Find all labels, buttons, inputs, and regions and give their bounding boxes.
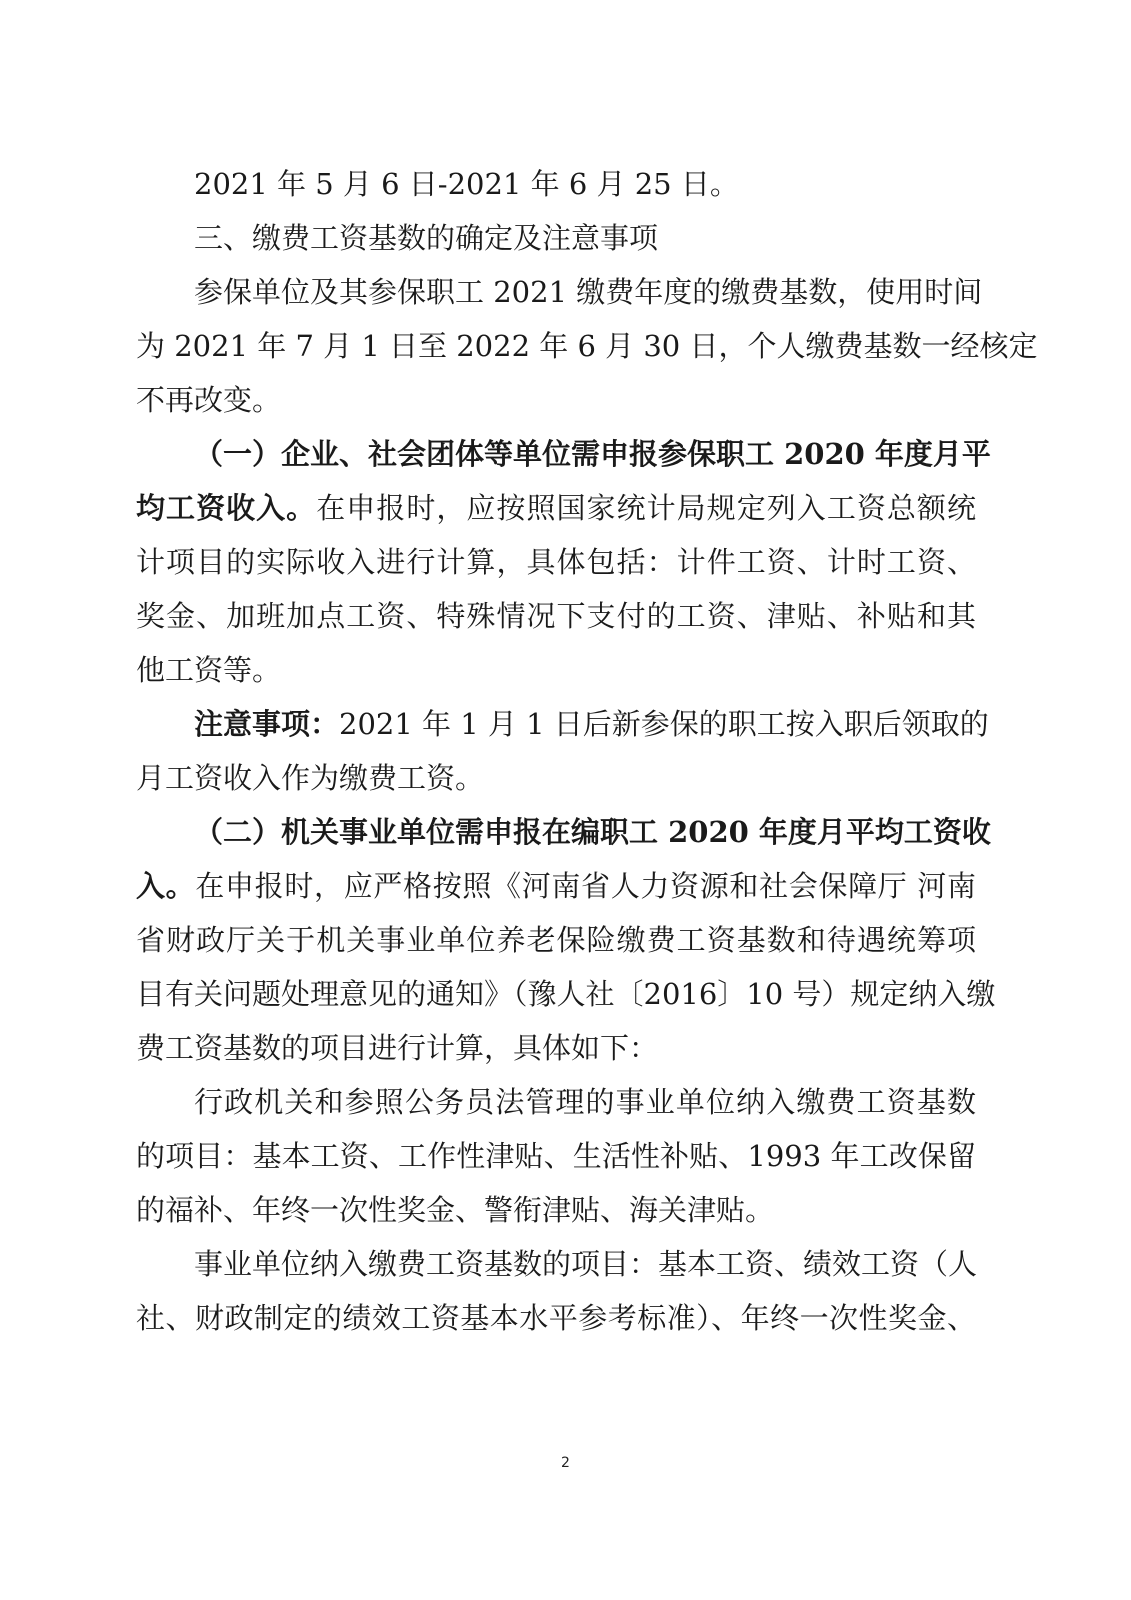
paragraph-line	[136, 1030, 976, 1066]
text: 不再改变。	[136, 383, 282, 417]
bold-text: 均工资收入。	[136, 491, 317, 525]
text: 目有关问题处理意见的通知》（豫人社〔2016〕10 号）规定纳入缴	[136, 977, 996, 1011]
subsection-heading-line	[136, 436, 991, 472]
text: 奖金、加班加点工资、特殊情况下支付的工资、津贴、补贴和其	[136, 599, 976, 633]
bold-text: （二）机关事业单位需申报在编职工 2020 年度月平均工资收	[194, 815, 991, 849]
paragraph-line	[136, 922, 976, 958]
text: 月工资收入作为缴费工资。	[136, 761, 485, 795]
note-line	[136, 706, 989, 742]
paragraph-line	[136, 1300, 976, 1336]
paragraph-line	[136, 328, 1038, 364]
paragraph-line	[136, 760, 976, 796]
document-body	[136, 166, 1038, 1354]
text: 社、财政制定的绩效工资基本水平参考标准）、年终一次性奖金、	[136, 1301, 976, 1335]
bold-text: （一）企业、社会团体等单位需申报参保职工 2020 年度月平	[194, 437, 991, 471]
text: 他工资等。	[136, 653, 282, 687]
text: 参保单位及其参保职工 2021 缴费年度的缴费基数，使用时间	[194, 275, 983, 309]
paragraph-line	[136, 382, 976, 418]
text: 的福补、年终一次性奖金、警衔津贴、海关津贴。	[136, 1193, 775, 1227]
text: 省财政厅关于机关事业单位养老保险缴费工资基数和待遇统筹项	[136, 923, 976, 957]
paragraph-line	[136, 976, 996, 1012]
paragraph-line	[136, 1192, 976, 1228]
text: 的项目：基本工资、工作性津贴、生活性补贴、1993 年工改保留	[136, 1139, 976, 1173]
text: 在申报时，应严格按照《河南省人力资源和社会保障厅 河南	[195, 869, 976, 903]
text: 计项目的实际收入进行计算，具体包括：计件工资、计时工资、	[136, 545, 976, 579]
text: 事业单位纳入缴费工资基数的项目：基本工资、绩效工资（人	[194, 1247, 978, 1281]
paragraph-line	[136, 652, 976, 688]
paragraph-line	[136, 1246, 976, 1282]
bold-text: 入。	[136, 869, 196, 903]
note-label: 注意事项：	[194, 707, 340, 741]
text: 2021 年 1 月 1 日后新参保的职工按入职后领取的	[339, 707, 989, 741]
section-heading	[136, 220, 976, 256]
text: 费工资基数的项目进行计算，具体如下：	[136, 1031, 659, 1065]
paragraph-line	[136, 1138, 976, 1174]
paragraph-line	[136, 1084, 976, 1120]
paragraph-line	[136, 274, 983, 310]
text: 为 2021 年 7 月 1 日至 2022 年 6 月 30 日，个人缴费基数一经核定	[136, 329, 1038, 363]
subsection-heading-line	[136, 814, 991, 850]
heading-text: 三、缴费工资基数的确定及注意事项	[194, 221, 659, 255]
paragraph-line	[136, 868, 976, 904]
text: 在申报时，应按照国家统计局规定列入工资总额统	[316, 491, 976, 525]
date-range-line	[136, 166, 976, 202]
paragraph-line	[136, 598, 976, 634]
paragraph-line	[136, 490, 976, 526]
text: 2021 年 5 月 6 日-2021 年 6 月 25 日。	[194, 167, 739, 201]
paragraph-line	[136, 544, 976, 580]
page-number: 2	[561, 1455, 570, 1471]
text: 行政机关和参照公务员法管理的事业单位纳入缴费工资基数	[194, 1085, 976, 1119]
